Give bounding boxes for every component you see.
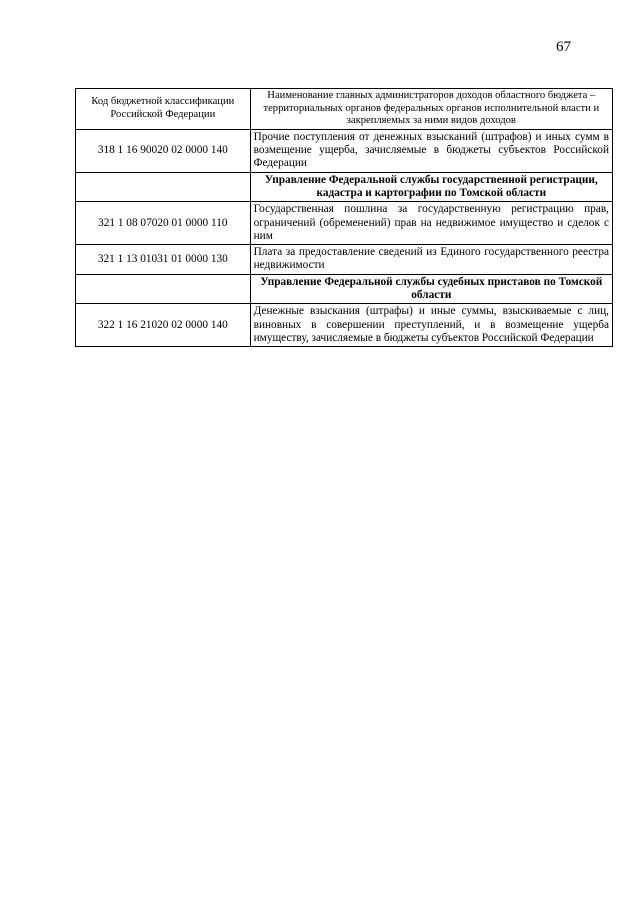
table-row <box>76 304 613 347</box>
table-row <box>76 129 613 172</box>
row-name: Государственная пошлина за государственную регистрацию прав, ограничений (обременений) прав на недвижимое имущество и сделок с ним <box>250 202 612 245</box>
row-code: 321 1 13 01031 01 0000 130 <box>76 245 251 275</box>
agency-name: Управление Федеральной службы судебных приставов по Томской области <box>250 274 612 304</box>
table-row <box>76 245 613 275</box>
row-name: Плата за предоставление сведений из Единого государственного реестра недвижимости <box>250 245 612 275</box>
agency-row <box>76 274 613 304</box>
table-header-row <box>76 89 613 130</box>
table-row <box>76 202 613 245</box>
row-code: 322 1 16 21020 02 0000 140 <box>76 304 251 347</box>
header-name: Наименование главных администраторов доходов областного бюджета – территориальных органов федеральных органов исполнительной власти и закрепляемых за ними видов доходов <box>250 89 612 130</box>
row-code: 318 1 16 90020 02 0000 140 <box>76 129 251 172</box>
budget-classification-table <box>75 88 613 347</box>
row-code-empty <box>76 172 251 202</box>
row-code-empty <box>76 274 251 304</box>
header-code: Код бюджетной классификации Российской Федерации <box>76 89 251 130</box>
agency-row <box>76 172 613 202</box>
agency-name: Управление Федеральной службы государственной регистрации, кадастра и картографии по Томской области <box>250 172 612 202</box>
row-name: Денежные взыскания (штрафы) и иные суммы, взыскиваемые с лиц, виновных в совершении преступлений, и в возмещение ущерба имуществу, зачисляемые в бюджеты субъектов Российской Федерации <box>250 304 612 347</box>
page-number: 67 <box>556 39 571 55</box>
row-code: 321 1 08 07020 01 0000 110 <box>76 202 251 245</box>
row-name: Прочие поступления от денежных взысканий (штрафов) и иных сумм в возмещение ущерба, зачисляемые в бюджеты субъектов Российской Федерации <box>250 129 612 172</box>
